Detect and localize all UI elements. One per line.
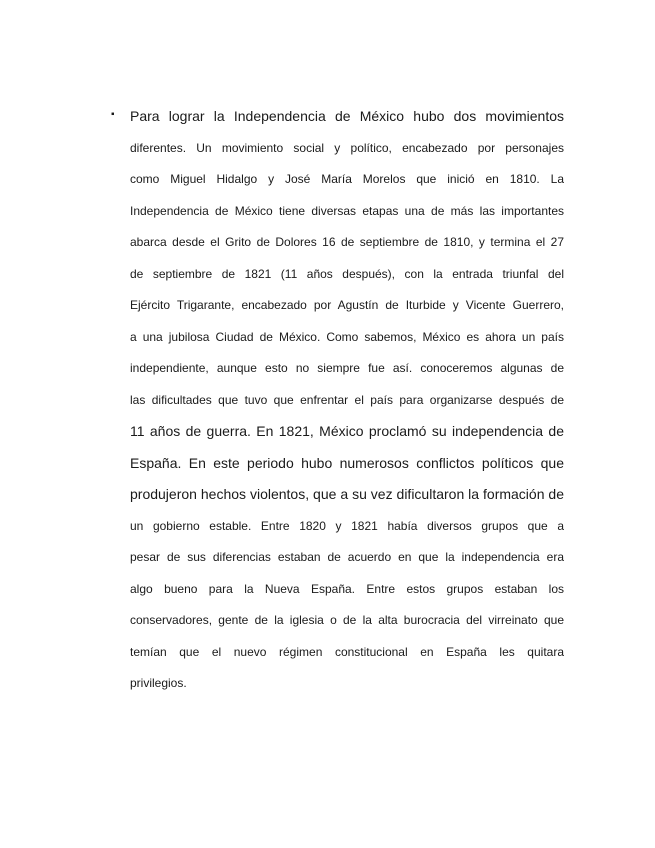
paragraph-line: un gobierno estable. Entre 1820 y 1821 había diversos grupos que a <box>130 518 564 533</box>
paragraph-line: produjeron hechos violentos, que a su vez dificultaron la formación de <box>130 486 564 502</box>
paragraph-line: abarca desde el Grito de Dolores 16 de septiembre de 1810, y termina el 27 <box>130 235 564 249</box>
paragraph-line: Ejército Trigarante, encabezado por Agustín de Iturbide y Vicente Guerrero, <box>130 298 564 312</box>
paragraph-line: diferentes. Un movimiento social y político, encabezado por personajes <box>130 140 564 155</box>
paragraph-line: España. En este periodo hubo numerosos conflictos políticos que <box>130 454 564 471</box>
paragraph-line: pesar de sus diferencias estaban de acuerdo en que la independencia era <box>130 550 564 564</box>
paragraph-line: de septiembre de 1821 (11 años después), con la entrada triunfal del <box>130 266 564 281</box>
paragraph-line: conservadores, gente de la iglesia o de la alta burocracia del virreinato que <box>130 613 564 627</box>
bullet-marker: ▪ <box>111 109 115 120</box>
paragraph-line: Independencia de México tiene diversas etapas una de más las importantes <box>130 203 564 218</box>
paragraph-line: privilegios. <box>130 676 187 690</box>
paragraph-line: Para lograr la Independencia de México hubo dos movimientos <box>130 108 564 124</box>
paragraph-line: 11 años de guerra. En 1821, México proclamó su independencia de <box>130 423 564 439</box>
paragraph-line: como Miguel Hidalgo y José María Morelos que inició en 1810. La <box>130 172 564 186</box>
paragraph-line: algo bueno para la Nueva España. Entre estos grupos estaban los <box>130 581 564 596</box>
paragraph <box>130 104 564 703</box>
paragraph-line: las dificultades que tuvo que enfrentar el país para organizarse después de <box>130 392 564 407</box>
paragraph-line: a una jubilosa Ciudad de México. Como sabemos, México es ahora un país <box>130 329 564 344</box>
paragraph-line: temían que el nuevo régimen constitucional en España les quitara <box>130 644 564 659</box>
paragraph-line: independiente, aunque esto no siempre fue así. conoceremos algunas de <box>130 361 564 375</box>
